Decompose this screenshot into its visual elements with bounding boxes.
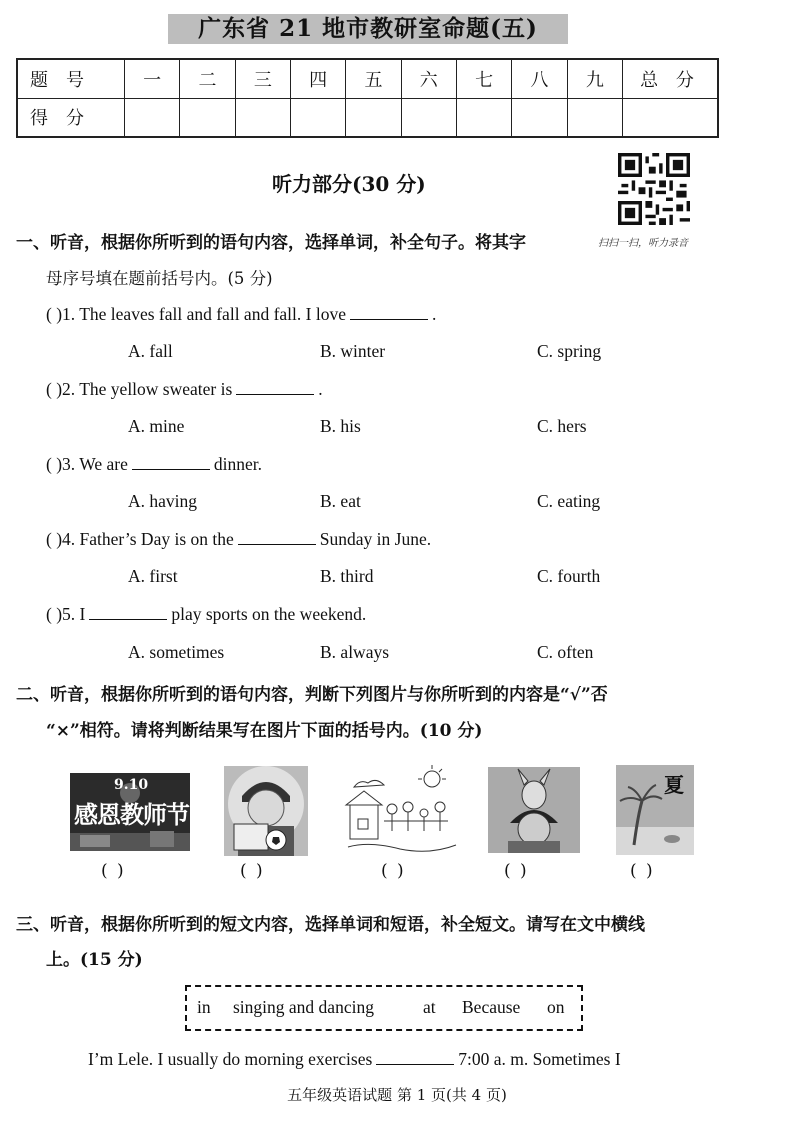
score-col-2: 二 bbox=[180, 59, 235, 98]
question-3-text: ( )3. We are bbox=[46, 454, 128, 474]
q2-option-a: A. mine bbox=[128, 416, 185, 436]
passage-text-cont: 7:00 a. m. Sometimes I bbox=[458, 1049, 621, 1069]
word-bank-item: Because bbox=[462, 997, 521, 1017]
answer-blank[interactable] bbox=[238, 543, 316, 545]
score-cell[interactable] bbox=[346, 98, 401, 137]
question-1-text: ( )1. The leaves fall and fall and fall. I love bbox=[46, 304, 346, 324]
question-5-text: ( )5. I bbox=[46, 604, 86, 624]
page-footer: 五年级英语试题 第 1 页(共 4 页) bbox=[287, 1086, 507, 1104]
q1-option-c: C. spring bbox=[537, 341, 602, 361]
boy-with-dog-picture bbox=[488, 767, 580, 853]
q3-option-c: C. eating bbox=[537, 491, 601, 511]
q3-option-b: B. eat bbox=[320, 491, 361, 511]
score-cell[interactable] bbox=[512, 98, 567, 137]
question-1-end: . bbox=[431, 304, 437, 324]
listening-section-title: 听力部分(30 分) bbox=[272, 172, 426, 196]
qr-code-icon[interactable] bbox=[618, 153, 690, 225]
picture-1-answer[interactable]: ( ) bbox=[101, 861, 126, 881]
question-2-end: . bbox=[318, 379, 323, 399]
score-cell[interactable] bbox=[623, 98, 719, 137]
score-cell[interactable] bbox=[401, 98, 456, 137]
qr-caption: 扫扫一扫，听力录音 bbox=[598, 238, 688, 249]
q5-option-a: A. sometimes bbox=[128, 642, 225, 662]
q5-option-b: B. always bbox=[320, 642, 390, 662]
score-row-label: 得分 bbox=[17, 98, 125, 137]
question-1 bbox=[46, 304, 436, 325]
word-bank-item: in bbox=[197, 997, 211, 1017]
question-2 bbox=[46, 379, 323, 400]
question-2-text: ( )2. The yellow sweater is bbox=[46, 379, 233, 399]
score-table-score-row bbox=[17, 98, 718, 137]
q2-option-b: B. his bbox=[320, 416, 361, 436]
score-header-label: 题号 bbox=[17, 59, 125, 98]
teachers-day-picture bbox=[70, 773, 190, 851]
teachers-day-date: 9.10 bbox=[114, 777, 149, 793]
question-5-end: play sports on the weekend. bbox=[171, 604, 367, 624]
section1-heading-cont: 母序号填在题前括号内。(5 分) bbox=[46, 269, 273, 288]
score-col-8: 八 bbox=[512, 59, 567, 98]
score-col-4: 四 bbox=[290, 59, 345, 98]
score-cell[interactable] bbox=[125, 98, 180, 137]
passage-blank[interactable] bbox=[376, 1063, 454, 1065]
answer-blank[interactable] bbox=[89, 618, 167, 620]
teachers-day-text: 感恩教师节 bbox=[74, 800, 189, 829]
family-drawing-picture bbox=[340, 763, 462, 859]
score-col-6: 六 bbox=[401, 59, 456, 98]
word-bank-item: on bbox=[547, 997, 565, 1017]
q1-option-b: B. winter bbox=[320, 341, 386, 361]
answer-blank[interactable] bbox=[132, 468, 210, 470]
picture-3-answer[interactable]: ( ) bbox=[381, 861, 406, 881]
q1-option-a: A. fall bbox=[128, 341, 173, 361]
question-4 bbox=[46, 529, 431, 550]
passage-text: I’m Lele. I usually do morning exercises bbox=[88, 1049, 373, 1069]
question-4-text: ( )4. Father’s Day is on the bbox=[46, 529, 234, 549]
picture-4-answer[interactable]: ( ) bbox=[504, 861, 529, 881]
word-bank-item: singing and dancing bbox=[233, 997, 374, 1017]
answer-blank[interactable] bbox=[236, 393, 314, 395]
score-col-3: 三 bbox=[235, 59, 290, 98]
section2-heading-cont: “×”相符。请将判断结果写在图片下面的括号内。(10 分) bbox=[46, 721, 483, 741]
question-3-end: dinner. bbox=[213, 454, 262, 474]
page-title: 广东省 21 地市教研室命题(五) bbox=[168, 14, 568, 44]
score-cell[interactable] bbox=[290, 98, 345, 137]
score-col-total: 总 分 bbox=[623, 59, 719, 98]
score-cell[interactable] bbox=[567, 98, 622, 137]
score-col-9: 九 bbox=[567, 59, 622, 98]
section3-heading-cont: 上。(15 分) bbox=[46, 950, 143, 970]
summer-character: 夏 bbox=[664, 773, 684, 797]
q4-option-a: A. first bbox=[128, 566, 178, 586]
score-cell[interactable] bbox=[180, 98, 235, 137]
score-cell[interactable] bbox=[235, 98, 290, 137]
word-bank-item: at bbox=[423, 997, 436, 1017]
score-table bbox=[16, 58, 719, 138]
score-col-7: 七 bbox=[456, 59, 511, 98]
q2-option-c: C. hers bbox=[537, 416, 587, 436]
score-col-1: 一 bbox=[125, 59, 180, 98]
section3-heading: 三、听音，根据你所听到的短文内容，选择单词和短语，补全短文。请写在文中横线 bbox=[16, 915, 645, 935]
question-3 bbox=[46, 454, 262, 475]
q3-option-a: A. having bbox=[128, 491, 198, 511]
boy-reading-picture bbox=[224, 766, 308, 856]
summer-beach-picture bbox=[616, 765, 694, 855]
question-4-end: Sunday in June. bbox=[319, 529, 432, 549]
q4-option-c: C. fourth bbox=[537, 566, 601, 586]
score-table-header-row bbox=[17, 59, 718, 98]
q5-option-c: C. often bbox=[537, 642, 594, 662]
section1-heading: 一、听音，根据你所听到的语句内容，选择单词，补全句子。将其字 bbox=[16, 233, 526, 253]
passage-line bbox=[88, 1049, 621, 1070]
section2-heading: 二、听音，根据你所听到的语句内容，判断下列图片与你所听到的内容是“√”否 bbox=[16, 685, 608, 705]
word-bank bbox=[185, 985, 583, 1031]
question-5 bbox=[46, 604, 366, 625]
score-cell[interactable] bbox=[456, 98, 511, 137]
answer-blank[interactable] bbox=[350, 318, 428, 320]
picture-5-answer[interactable]: ( ) bbox=[630, 861, 655, 881]
score-col-5: 五 bbox=[346, 59, 401, 98]
picture-2-answer[interactable]: ( ) bbox=[240, 861, 265, 881]
q4-option-b: B. third bbox=[320, 566, 374, 586]
